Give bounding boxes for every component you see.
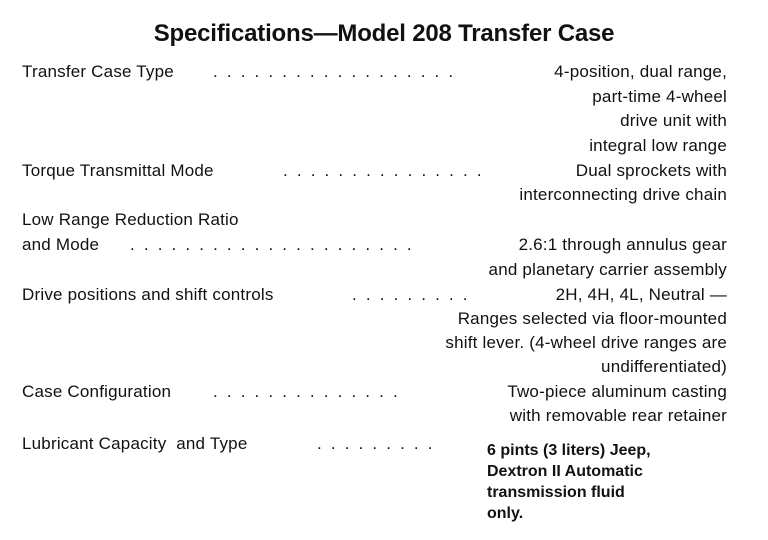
- spec-value-line: shift lever. (4-wheel drive ranges are: [445, 333, 727, 352]
- spec-value-line: part-time 4-wheel: [592, 87, 727, 106]
- spec-value-line: Ranges selected via floor-mounted: [457, 309, 727, 328]
- dot-leader: . . . . . . . . .: [317, 434, 435, 453]
- spec-label-low-range-reduction: Low Range Reduction Ratio: [22, 210, 239, 229]
- dot-leader: . . . . . . . . . . . . . . . . . . . . .: [130, 235, 414, 254]
- spec-label-lubricant: Lubricant Capacity and Type: [22, 434, 248, 453]
- spec-label-torque-transmittal-mode: Torque Transmittal Mode: [22, 161, 214, 180]
- spec-value-line: transmission fluid: [487, 484, 625, 501]
- spec-value-line: drive unit with: [620, 111, 727, 130]
- spec-value-line: 2H, 4H, 4L, Neutral —: [555, 285, 727, 304]
- dot-leader: . . . . . . . . . . . . . . . . . .: [213, 62, 456, 81]
- spec-label-low-range-reduction-cont: and Mode: [22, 235, 100, 254]
- page-title: Specifications—Model 208 Transfer Case: [153, 20, 615, 47]
- spec-value-line: 6 pints (3 liters) Jeep,: [487, 442, 651, 459]
- spec-value-line: interconnecting drive chain: [519, 185, 727, 204]
- spec-value-line: only.: [487, 505, 524, 522]
- spec-value-line: Two-piece aluminum casting: [507, 382, 727, 401]
- spec-value-line: undifferentiated): [601, 357, 727, 376]
- spec-value-line: Dextron II Automatic: [487, 463, 643, 480]
- spec-value-line: 2.6:1 through annulus gear: [518, 235, 727, 254]
- dot-leader: . . . . . . . . .: [352, 285, 470, 304]
- spec-value-line: integral low range: [589, 136, 727, 155]
- dot-leader: . . . . . . . . . . . . . .: [213, 382, 400, 401]
- spec-label-case-configuration: Case Configuration: [22, 382, 172, 401]
- spec-value-line: with removable rear retainer: [509, 406, 727, 425]
- spec-value-line: Dual sprockets with: [575, 161, 727, 180]
- spec-label-drive-positions: Drive positions and shift controls: [22, 285, 274, 304]
- spec-value-line: and planetary carrier assembly: [488, 260, 727, 279]
- spec-label-transfer-case-type: Transfer Case Type: [22, 62, 174, 81]
- spec-value-line: 4-position, dual range,: [554, 62, 727, 81]
- dot-leader: . . . . . . . . . . . . . . .: [283, 161, 484, 180]
